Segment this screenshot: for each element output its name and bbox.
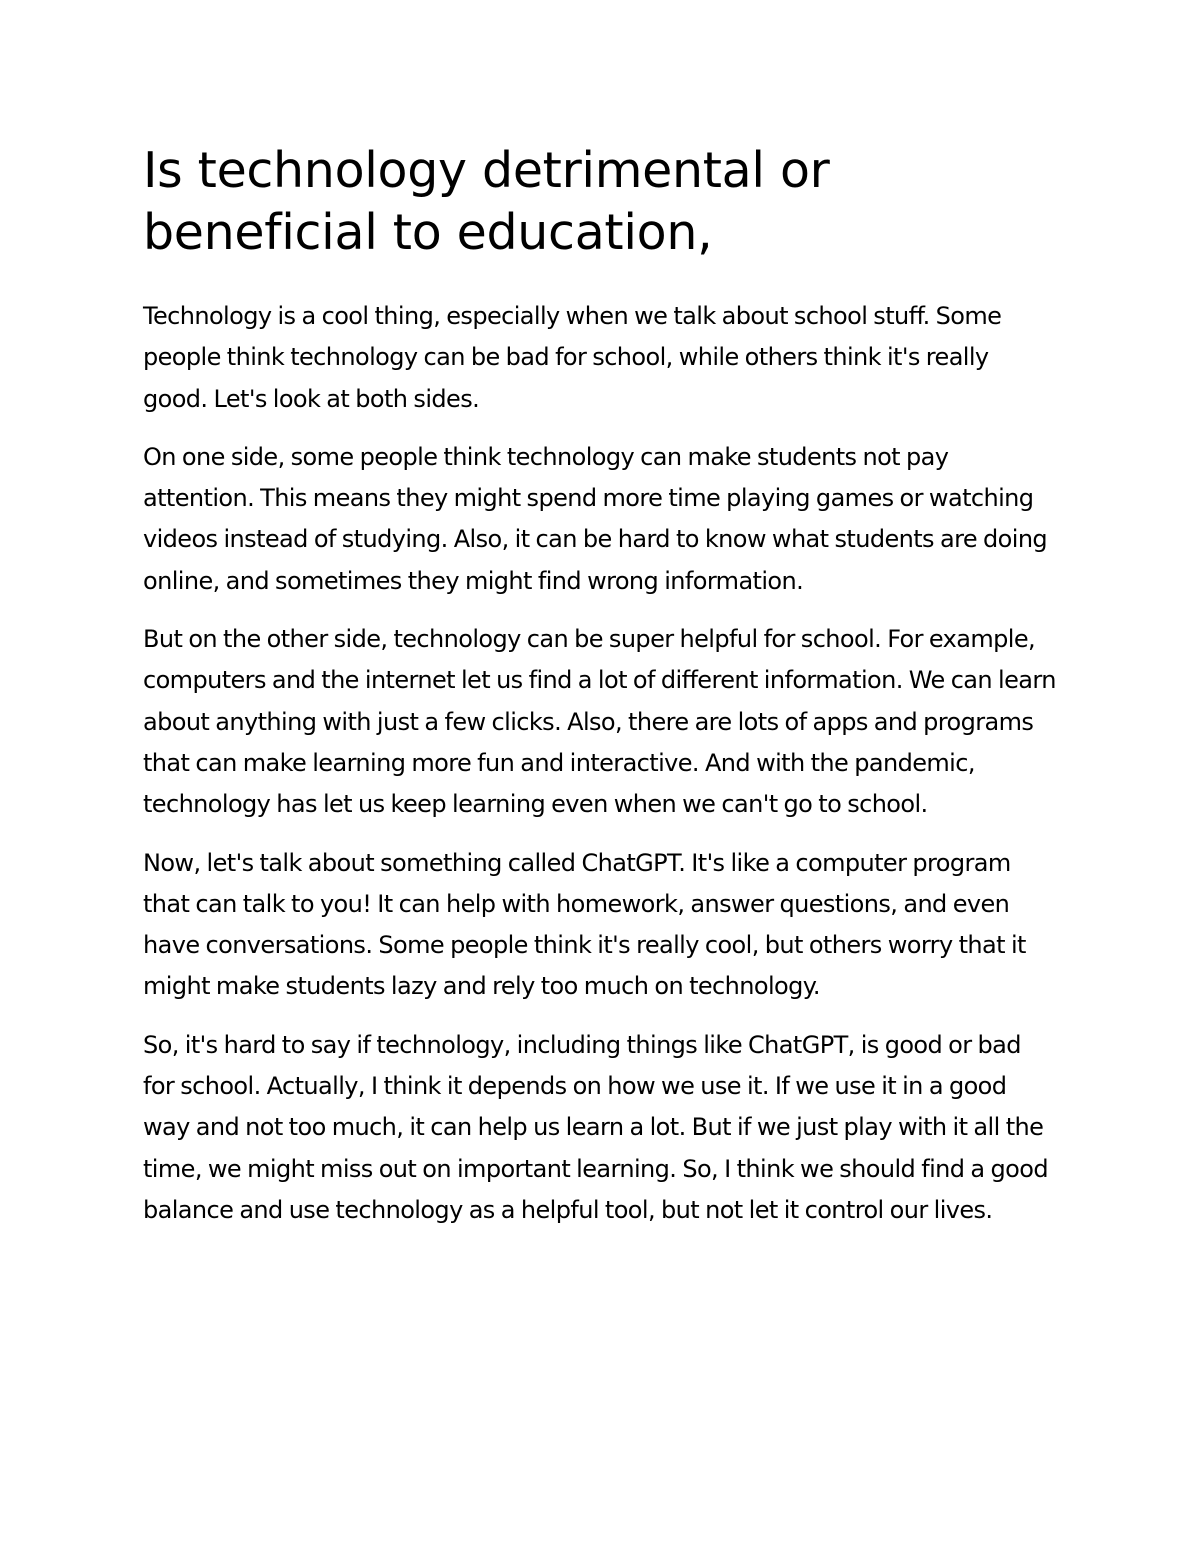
paragraph-benefits: But on the other side, technology can be super helpful for school. For example, computers and the internet let us find a lot of different information. We can learn about anything with just a few clicks. Also, there are lots of apps and programs that can make learning more fun and interactive. And with the pandemic, technology has let us keep learning even when we can't go to school.: [143, 625, 1056, 819]
paragraph-conclusion: So, it's hard to say if technology, including things like ChatGPT, is good or bad for school. Actually, I think it depends on how we use it. If we use it in a good way and not too much, it can help us learn a lot. But if we just play with it all the time, we might miss out on important learning. So, I think we should find a good balance and use technology as a helpful tool, but not let it control our lives.: [143, 1030, 1048, 1224]
paragraph-intro: Technology is a cool thing, especially when we talk about school stuff. Some people think technology can be bad for school, while others think it's really good. Let's look at both sides.: [143, 302, 1002, 413]
paragraph-drawbacks: On one side, some people think technology can make students not pay attention. This means they might spend more time playing games or watching videos instead of studying. Also, it can be hard to know what students are doing online, and sometimes they might find wrong information.: [143, 442, 1048, 595]
document-body: [143, 140, 1058, 1248]
paragraph-chatgpt: Now, let's talk about something called ChatGPT. It's like a computer program that can talk to you! It can help with homework, answer questions, and even have conversations. Some people think it's really cool, but others worry that it might make students lazy and rely too much on technology.: [143, 848, 1026, 1001]
document-title: Is technology detrimental or beneficial to education,: [143, 142, 830, 261]
